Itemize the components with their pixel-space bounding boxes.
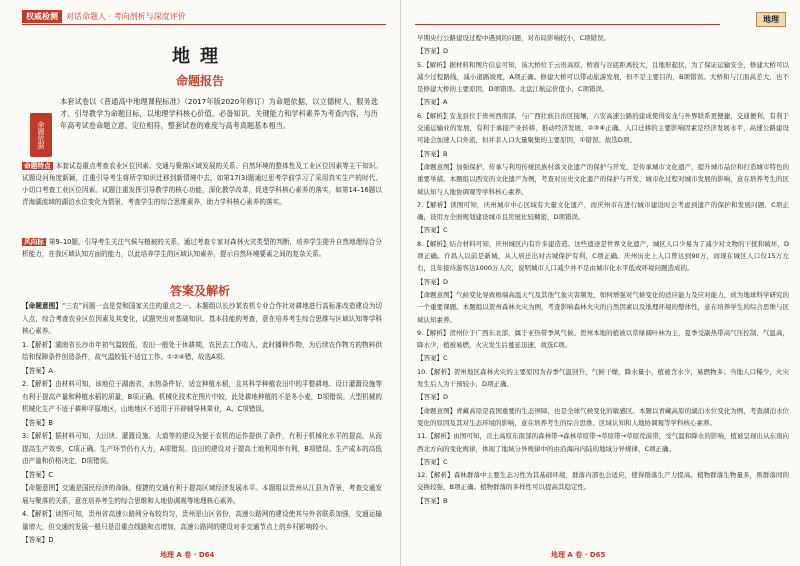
answer-body: [22, 300, 382, 548]
answer-line: 【答案】B: [417, 149, 448, 158]
answer-line: 【答案】B: [417, 496, 448, 505]
note-features-text: 本套试卷重点考查农业区位因素、交通与聚落区域发展的关系、自然环境的整体性及工业区位因素等主干知识。试题设问角度新颖，注重引导考生将所学知识迁移到新情境中去，如第17(3)题通过思考学前学习了采用真实生产的时代、小切口考查工业区位因素。试题注重发挥引导教学的核心功能，深化教学改革，促进学科核心素养的落实，如第14–16题以青海湖流域的湖泊水位变化为情景，考查学生的综合思维素养，助力学科核心素养的落实。: [22, 162, 383, 206]
note-features: [22, 160, 382, 208]
intent-paragraph: 【命题意图】加强保护、传承与利用传统民族村落文化遗产的保护与开发，是传承城市文化遗产，提升城市品位和打造城市特色的重要举措。本题组以西安的文化遗产为例，考查对历史文化遗产的保护与开发、城市化过程对城市发展的影响，意在培养考生的区域认知与人地协调观等学科核心素养。: [417, 162, 789, 196]
right-page: [401, 0, 800, 566]
header-tag: 权威检测: [22, 10, 62, 23]
list-item: 早期央行公路建设过程中遇到的问题，对布局影响较小，C项错误。: [417, 34, 611, 42]
list-item: 7.【解析】读图可知，庆州城市中心区域有大量文化遗产，而庆州市在进行城市建设时会考虑到遗产的保护和发展问题，C项正确，设用方全面规划建设城市且房屋比较稠密，D项错误。: [417, 200, 789, 222]
list-item: 1.【解析】湖南省长沙市年初气温较低，农田一般处于休耕期，农民去工作收入，此时播种作物，为后续农作物方的物料供给和保障条件创造条件，故气温较低不适宜工作。①②④错，故选A项。: [22, 340, 382, 361]
intent-text: “三农”问题一直是党和国家关注的重点之一。本题组以长沙某农机专业合作社对耕地进行高标准改造建设为切入点，综合考查农业区位因素及其变化，试题突出对基础知识、基本技能的考查，意在培养考生综合思维与区域认知等学科核心素养。: [22, 302, 382, 335]
list-item: 4.【解析】读图可知，贵州省高速公路网分布较均匀，贵州是山区省份，高速公路网的建设使其与外省联系加强，交通运输量增大，但交通的发展一般只是沿重点线路和点增加，高速公路网的建设对非交通节点上的乡村影响较小。: [22, 510, 382, 531]
answer-line: 【答案】D: [417, 277, 449, 286]
answer-line: 【答案】D: [22, 536, 54, 544]
note-wind-text: 第9–10题，引导考生关注气候与植被的关系，通过考查专家对森林火灾类型的判断，培养学生提升自然地理综合分析能力，在我区域认知方面的能力，以此培养学生的区域认知素养，提示自然环境要素之间的复杂关系。: [22, 238, 383, 258]
list-item: 3.【解析】据材料可知，大田块、灌溉设施、大道等的建设为便于农机的运作提供了条件，有利于机械化水平的提高，从而提高生产效率，C项正确。生产环节仍有人力，A项错误。良田的建设对于提高土地利用率有利，B项错误。生产成本的高低由产量和价格决定，D项错误。: [22, 432, 382, 465]
intent-paragraph: 【命题意图】青藏高原是我国重要的生态屏障，也是全球气候变化的敏感区。本题以青藏高原的湖泊水位变化为例，考查湖泊水位变化的原因及其对生态环境的影响，意在培养考生的综合思维、区域认知和人地协调观等学科核心素养。: [417, 406, 789, 427]
note-wind: [22, 236, 382, 260]
page-number: 地理 A 卷 · D65: [551, 551, 606, 559]
answer-line: 【答案】D: [417, 393, 449, 402]
header-tag: 地理: [756, 12, 786, 27]
note-features-label: 命题特点: [24, 162, 51, 170]
answer-line: 【答案】A: [22, 366, 53, 375]
header-divider: [22, 24, 386, 25]
list-item: 9.【解析】贺州位于广西东北部，属于亚热带季风气候。贺州本地的植被以常绿阔叶林为主，夏季受副热带高气压控制，气温高，降水少，植被易燃，火灾发生后蔓延迅速，故选C项。: [417, 328, 789, 350]
list-item: 6.【解析】安龙县位于贵州西南部，与广西壮族自治区接壤，六安高速公路的建成使得安龙与外界联系更便捷，交通便利，有利于交通运输业的发展，有利于承接产业转移，推动经济发展，②③④正确。人口迁移的主要影响因素是经济发展水平，高速公路建设可能会加速人口外流，但并非人口大量聚集的主要原因，①错误。故选D项。: [417, 111, 789, 145]
report-text: 本套试卷以《普通高中地理课程标准》（2017年版2020年修订）为命题依据，以立德树人、服务选才、引导教学为命题目标，以地理学科核心价值、必备知识、关键能力和学科素养为考查内容，与历年高考试卷命题立意、定位相符，整套试卷的难度与高考真题基本相当。: [60, 97, 378, 130]
list-item: 12.【解析】森林群落中主要生态习性为其基础环境，群落内部也会适应，使得群落生产力提高。植物群落生物量多，则群落间的交换较强，B项正确。植物群落的多样性可以提高其稳定性。: [417, 471, 789, 492]
answer-line: 【答案】C: [22, 470, 53, 479]
answer-title: 答案及解析: [169, 284, 230, 298]
answer-line: 【答案】B: [22, 418, 53, 427]
page-title: 地理: [172, 46, 228, 67]
intent-paragraph: [22, 300, 382, 338]
header-left: [22, 10, 186, 23]
header-subtitle: 对话命题人 · 考向剖析与深度评价: [66, 12, 186, 21]
page-number: 地理 A 卷 · D64: [160, 551, 215, 559]
report-badge: 命题依据: [30, 113, 52, 157]
answer-line: 【答案】C: [417, 457, 448, 466]
answer-body: [417, 32, 789, 508]
note-wind-label: 风向标: [24, 238, 44, 246]
header-divider: [415, 24, 720, 25]
list-item: 【命题意图】交通是国民经济的命脉，便捷的交通有利于提高区域经济发展水平。本题组以贵州从江县为背景，考查交通发展与聚落的关系，意在培养考生的综合思维和人地协调观等地理核心素养。: [22, 484, 382, 505]
report-title: 命题报告: [175, 74, 224, 88]
list-item: 2.【解析】由材料可知，该地位于湖南省，水热条件好，适宜种植水稻，且其科学种植农田中的平整耕地、设计灌溉设施等有利于提高产量和种植水稻的质量，B项正确。机械化技术在图片中较，此处耕地种植的不是冬小麦，D项错误。大型机械的机械化生产不适于耕种平原地区，山地地区不适用于开辟辅导林果业，A、C项错误。: [22, 380, 382, 413]
answer-line: 【答案】C: [417, 226, 448, 235]
answer-line: 【答案】D: [417, 47, 449, 56]
list-item: 8.【解析】结合材料可知，庆州城区内有许多建造造。这些遗迹是世界文化遗产，城区人口少易为了减少对文物的干扰和破坏，D项正确。许昌人以前是新城，从人居迁出对古城保护有利，C项正确。庆州历史上人口曾达到90万，而现在城区人口仅15万左右，且年接待游客达1000万人次，说明城市人口减少并不是由城市化水平低或环境问题造成的。: [417, 239, 789, 273]
answer-line: 【答案】A: [417, 98, 448, 107]
list-item: 11.【解析】由图可知，贡土高原东南部的森林带→森林草原带→草原带→草原荒漠带，受气温和降水的影响，植被呈现出从东南向西北方向的变化规律，体现了地域分异规律中的由沿海向内陆的地域分异规律，C项正确。: [417, 432, 789, 453]
intent-label: 【命题意图】: [22, 302, 62, 310]
answer-line: 【答案】C: [417, 354, 448, 363]
intent-paragraph: 【命题意图】气候变化导致极端高温天气及其他气象灾害频发，如何增强对气候变化的适应能力及应对能力，成为地球科学研究的一个重要课题。本题组以贺州森林火灾为例，考查影响森林火灾的自然因素以及地理环境的整体性，意在培养学生的综合思维与区域认知素养。: [417, 290, 789, 324]
list-item: 5.【解析】据材料和图片信息可知，该大桥位于云贵高原，桥面与谷底距离较大，且地形起伏，为了保证运输安全，修建大桥可以减少过程路线，减小道路坡度，A项正确。修建大桥可以带动旅游发展，但不是主要目的，B项错误。大桥和与江面高差大，也不是修建大桥的主要原因，D项错误。北盘江航运价值小，C项错误。: [417, 60, 789, 94]
list-item: 10.【解析】贺州地区森林火灾的主要原因为春季气温回升，气候干燥，降水量小，植被含水少，易燃物多；当地人口稀少，火灾发生后人为干预较小，D项正确。: [417, 367, 789, 389]
